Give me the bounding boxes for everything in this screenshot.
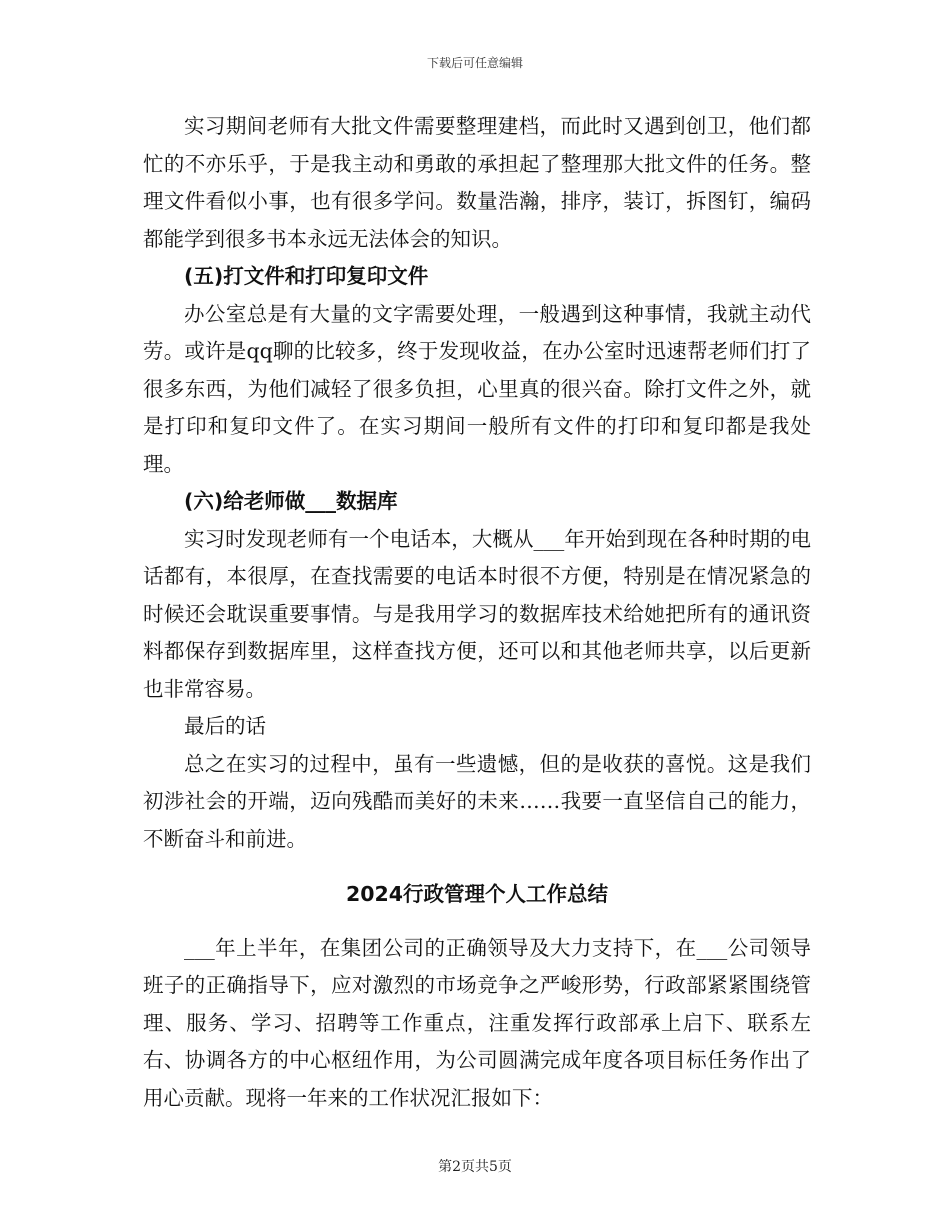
paragraph-typing-printing: 办公室总是有大量的文字需要处理，一般遇到这种事情，我就主动代劳。或许是qq聊的比较多，终于发现收益，在办公室时迅速帮老师们打了很多东西，为他们减轻了很多负担，心里真的很兴奋。除打文件之外，就是打印和复印文件了。在实习期间一般所有文件的打印和复印都是我处理。 <box>143 301 811 476</box>
paragraph-summary-intro: ___年上半年，在集团公司的正确领导及大力支持下，在___公司领导班子的正确指导下，应对激烈的市场竞争之严峻形势，行政部紧紧围绕管理、服务、学习、招聘等工作重点，注重发挥行政部承上启下、联系左右、协调各方的中心枢纽作用，为公司圆满完成年度各项目标任务作出了用心贡献。现将一年来的工作状况汇报如下： <box>143 935 811 1110</box>
page-number: 第2页共5页 <box>438 1159 512 1175</box>
document-title: 2024行政管理个人工作总结 <box>345 882 609 906</box>
paragraph-closing-heading: 最后的话 <box>184 714 266 738</box>
section-heading-6: (六)给老师做___数据库 <box>184 489 398 513</box>
document-body <box>143 108 811 1117</box>
paragraph-conclusion: 总之在实习的过程中，虽有一些遗憾，但的是收获的喜悦。这是我们初涉社会的开端，迈向残酷而美好的未来……我要一直坚信自己的能力，不断奋斗和前进。 <box>143 751 811 851</box>
section-heading-5: (五)打文件和打印复印文件 <box>184 264 429 288</box>
paragraph-file-organizing: 实习期间老师有大批文件需要整理建档，而此时又遇到创卫，他们都忙的不亦乐乎，于是我主动和勇敢的承担起了整理那大批文件的任务。整理文件看似小事，也有很多学问。数量浩瀚，排序，装订，拆图钉，编码都能学到很多书本永远无法体会的知识。 <box>143 114 811 251</box>
paragraph-database: 实习时发现老师有一个电话本，大概从___年开始到现在各种时期的电话都有，本很厚，在查找需要的电话本时很不方便，特别是在情况紧急的时候还会耽误重要事情。与是我用学习的数据库技术给她把所有的通讯资料都保存到数据库里，这样查找方便，还可以和其他老师共享，以后更新也非常容易。 <box>143 526 811 701</box>
page-header-note: 下载后可任意编辑 <box>426 56 523 70</box>
